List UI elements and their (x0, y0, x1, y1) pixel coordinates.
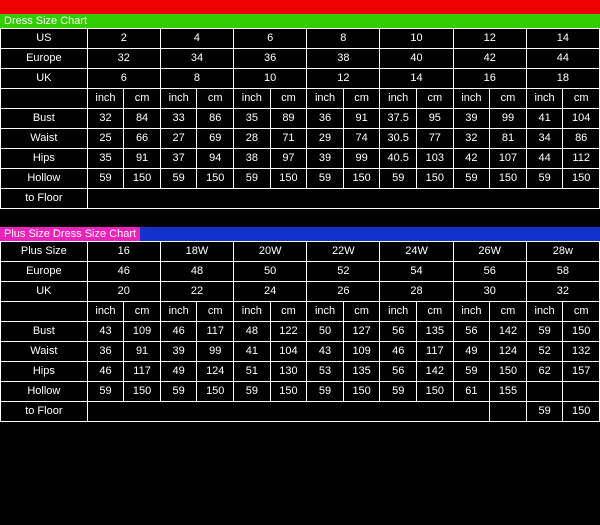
table-cell: 37.5 (380, 109, 417, 129)
table-cell: 150 (490, 362, 527, 382)
row-label-hips-plus: Hips (1, 362, 88, 382)
table-cell: 20 (87, 282, 160, 302)
table-cell: 91 (124, 149, 161, 169)
unit-cell: cm (124, 302, 161, 322)
table-cell: 10 (234, 69, 307, 89)
unit-cell: inch (526, 89, 563, 109)
row-label-europe-plus: Europe (1, 262, 88, 282)
table-cell: 27 (160, 129, 197, 149)
row-label-plus: Plus Size (1, 242, 88, 262)
table-cell: 43 (307, 342, 344, 362)
unit-cell: inch (380, 302, 417, 322)
table-cell: 53 (307, 362, 344, 382)
table-cell: 150 (343, 169, 380, 189)
table-cell: 89 (270, 109, 307, 129)
table-cell: 124 (490, 342, 527, 362)
table-cell: 124 (197, 362, 234, 382)
table-cell: 130 (270, 362, 307, 382)
table-cell: 54 (380, 262, 453, 282)
unit-cell: cm (343, 302, 380, 322)
table-cell: 59 (87, 382, 124, 402)
table-cell: 36 (87, 342, 124, 362)
table-cell: 107 (490, 149, 527, 169)
table-cell: 35 (87, 149, 124, 169)
table-cell: 50 (307, 322, 344, 342)
table-cell: 150 (343, 382, 380, 402)
unit-cell: inch (307, 302, 344, 322)
chart-gap (0, 209, 600, 227)
table-cell: 25 (87, 129, 124, 149)
table-cell: 109 (343, 342, 380, 362)
table-cell: 41 (526, 109, 563, 129)
unit-cell: cm (197, 89, 234, 109)
table-row-waist (1, 129, 600, 149)
table-cell: 97 (270, 149, 307, 169)
table-cell: 59 (380, 169, 417, 189)
table-cell: 150 (124, 169, 161, 189)
table-cell: 62 (526, 362, 563, 382)
tail-cell-inch: 59 (526, 402, 563, 422)
table-cell: 69 (197, 129, 234, 149)
unit-cell: inch (234, 302, 271, 322)
table-row-uk-plus (1, 282, 600, 302)
table-cell: 150 (563, 169, 600, 189)
table-cell: 35 (234, 109, 271, 129)
table-cell: 77 (417, 129, 454, 149)
table-cell: 46 (380, 342, 417, 362)
table-cell: 142 (490, 322, 527, 342)
table-cell: 22W (307, 242, 380, 262)
table-cell: 66 (124, 129, 161, 149)
table-cell: 150 (490, 169, 527, 189)
table-cell: 51 (234, 362, 271, 382)
row-label-uk: UK (1, 69, 88, 89)
table-cell: 50 (234, 262, 307, 282)
dress-size-chart-band (0, 14, 600, 28)
table-cell: 109 (124, 322, 161, 342)
table-cell: 14 (526, 29, 599, 49)
table-cell: 4 (160, 29, 233, 49)
row-label-waist-plus: Waist (1, 342, 88, 362)
table-cell: 56 (453, 322, 490, 342)
table-cell: 61 (453, 382, 490, 402)
table-cell: 28 (380, 282, 453, 302)
table-cell: 36 (307, 109, 344, 129)
table-cell: 37 (160, 149, 197, 169)
table-cell: 18 (526, 69, 599, 89)
table-cell: 10 (380, 29, 453, 49)
table-cell: 28w (526, 242, 599, 262)
table-cell: 56 (380, 322, 417, 342)
table-cell: 46 (160, 322, 197, 342)
table-cell: 117 (124, 362, 161, 382)
table-cell: 117 (417, 342, 454, 362)
table-cell: 99 (197, 342, 234, 362)
dress-size-chart-title: Dress Size Chart (0, 14, 91, 28)
row-label-bust: Bust (1, 109, 88, 129)
top-red-band (0, 0, 600, 14)
table-row-europe (1, 49, 600, 69)
unit-cell: inch (453, 302, 490, 322)
row-label-to-floor: to Floor (1, 189, 88, 209)
table-cell: 32 (87, 109, 124, 129)
table-row-to-floor-plus (1, 402, 600, 422)
table-cell: 8 (307, 29, 380, 49)
table-cell: 112 (563, 149, 600, 169)
table-cell: 132 (563, 342, 600, 362)
table-cell: 155 (490, 382, 527, 402)
table-cell (563, 382, 600, 402)
table-cell: 150 (270, 169, 307, 189)
unit-cell: inch (307, 89, 344, 109)
row-label-hips: Hips (1, 149, 88, 169)
unit-cell: cm (417, 89, 454, 109)
table-cell: 12 (453, 29, 526, 49)
table-cell: 150 (563, 322, 600, 342)
plus-size-chart-title: Plus Size Dress Size Chart (0, 227, 140, 241)
table-cell: 14 (380, 69, 453, 89)
row-label-bust-plus: Bust (1, 322, 88, 342)
unit-cell: cm (417, 302, 454, 322)
table-row-us (1, 29, 600, 49)
table-cell: 59 (307, 169, 344, 189)
table-cell: 33 (160, 109, 197, 129)
row-label-hollow: Hollow (1, 169, 88, 189)
row-label-uk-plus: UK (1, 282, 88, 302)
table-cell: 44 (526, 49, 599, 69)
table-cell: 49 (453, 342, 490, 362)
empty-cell (87, 402, 490, 422)
table-cell: 24W (380, 242, 453, 262)
table-cell: 74 (343, 129, 380, 149)
unit-cell: cm (270, 302, 307, 322)
table-row-units (1, 89, 600, 109)
table-cell: 29 (307, 129, 344, 149)
row-label-europe: Europe (1, 49, 88, 69)
table-cell: 59 (234, 382, 271, 402)
table-cell (526, 382, 563, 402)
tail-cell-cm: 150 (563, 402, 600, 422)
table-cell: 58 (526, 262, 599, 282)
unit-cell: cm (124, 89, 161, 109)
dress-size-chart-table (0, 28, 600, 209)
unit-cell: cm (563, 89, 600, 109)
table-cell: 59 (87, 169, 124, 189)
table-cell: 127 (343, 322, 380, 342)
table-cell: 6 (87, 69, 160, 89)
unit-cell: inch (453, 89, 490, 109)
unit-cell: cm (270, 89, 307, 109)
row-label-waist: Waist (1, 129, 88, 149)
unit-cell: inch (160, 89, 197, 109)
plus-size-chart-band (0, 227, 600, 241)
table-cell: 150 (417, 169, 454, 189)
table-cell: 59 (234, 169, 271, 189)
table-row-plus (1, 242, 600, 262)
table-cell: 32 (87, 49, 160, 69)
table-cell: 59 (160, 382, 197, 402)
table-cell: 42 (453, 149, 490, 169)
table-cell: 142 (417, 362, 454, 382)
table-cell: 150 (124, 382, 161, 402)
table-cell: 6 (234, 29, 307, 49)
table-cell: 99 (490, 109, 527, 129)
table-cell: 16 (453, 69, 526, 89)
table-cell: 26W (453, 242, 526, 262)
table-cell: 34 (160, 49, 233, 69)
table-cell: 39 (453, 109, 490, 129)
table-cell (490, 402, 527, 422)
table-row-bust (1, 109, 600, 129)
table-cell: 2 (87, 29, 160, 49)
unit-cell: cm (563, 302, 600, 322)
plus-size-chart-table (0, 241, 600, 422)
table-cell: 34 (526, 129, 563, 149)
table-cell: 42 (453, 49, 526, 69)
unit-cell: inch (160, 302, 197, 322)
table-cell: 43 (87, 322, 124, 342)
unit-cell: cm (490, 302, 527, 322)
unit-cell: cm (197, 302, 234, 322)
table-cell: 52 (526, 342, 563, 362)
table-cell: 86 (563, 129, 600, 149)
empty-cell (87, 189, 599, 209)
table-row-hollow-to-floor (1, 169, 600, 189)
table-cell: 41 (234, 342, 271, 362)
table-cell: 86 (197, 109, 234, 129)
table-row-hips-plus (1, 362, 600, 382)
table-cell: 103 (417, 149, 454, 169)
table-cell: 26 (307, 282, 380, 302)
table-row-uk (1, 69, 600, 89)
table-cell: 150 (417, 382, 454, 402)
table-cell: 46 (87, 262, 160, 282)
table-cell: 117 (197, 322, 234, 342)
unit-cell: cm (343, 89, 380, 109)
table-cell: 32 (526, 282, 599, 302)
row-label-us: US (1, 29, 88, 49)
unit-cell: inch (380, 89, 417, 109)
table-row-hollow-plus (1, 382, 600, 402)
table-cell: 36 (234, 49, 307, 69)
table-cell: 91 (343, 109, 380, 129)
table-cell: 44 (526, 149, 563, 169)
table-row-europe-plus (1, 262, 600, 282)
table-cell: 48 (160, 262, 233, 282)
table-cell: 104 (563, 109, 600, 129)
table-cell: 59 (526, 169, 563, 189)
row-label-hollow-plus: Hollow (1, 382, 88, 402)
unit-cell: inch (87, 302, 124, 322)
table-cell: 38 (234, 149, 271, 169)
table-cell: 48 (234, 322, 271, 342)
table-cell: 99 (343, 149, 380, 169)
table-cell: 30 (453, 282, 526, 302)
table-cell: 22 (160, 282, 233, 302)
table-cell: 28 (234, 129, 271, 149)
table-row-to-floor (1, 189, 600, 209)
table-cell: 8 (160, 69, 233, 89)
table-cell: 122 (270, 322, 307, 342)
table-cell: 84 (124, 109, 161, 129)
table-cell: 71 (270, 129, 307, 149)
table-cell: 56 (380, 362, 417, 382)
table-cell: 24 (234, 282, 307, 302)
unit-cell: inch (234, 89, 271, 109)
table-cell: 46 (87, 362, 124, 382)
table-cell: 59 (453, 169, 490, 189)
table-row-units-plus (1, 302, 600, 322)
table-cell: 135 (343, 362, 380, 382)
table-cell: 104 (270, 342, 307, 362)
table-cell: 39 (160, 342, 197, 362)
table-cell: 56 (453, 262, 526, 282)
table-cell: 32 (453, 129, 490, 149)
table-cell: 94 (197, 149, 234, 169)
table-cell: 49 (160, 362, 197, 382)
table-cell: 59 (380, 382, 417, 402)
table-cell: 59 (307, 382, 344, 402)
table-cell: 150 (197, 169, 234, 189)
table-cell: 59 (160, 169, 197, 189)
unit-cell: inch (87, 89, 124, 109)
table-cell: 16 (87, 242, 160, 262)
table-row-waist-plus (1, 342, 600, 362)
table-cell: 30.5 (380, 129, 417, 149)
table-cell: 40.5 (380, 149, 417, 169)
row-label-units (1, 89, 88, 109)
unit-cell: inch (526, 302, 563, 322)
table-cell: 40 (380, 49, 453, 69)
table-cell: 81 (490, 129, 527, 149)
table-row-hips (1, 149, 600, 169)
row-label-units-plus (1, 302, 88, 322)
table-row-bust-plus (1, 322, 600, 342)
table-cell: 18W (160, 242, 233, 262)
table-cell: 95 (417, 109, 454, 129)
table-cell: 59 (453, 362, 490, 382)
row-label-to-floor-plus: to Floor (1, 402, 88, 422)
table-cell: 59 (526, 322, 563, 342)
table-cell: 12 (307, 69, 380, 89)
table-cell: 157 (563, 362, 600, 382)
unit-cell: cm (490, 89, 527, 109)
table-cell: 39 (307, 149, 344, 169)
table-cell: 38 (307, 49, 380, 69)
table-cell: 91 (124, 342, 161, 362)
table-cell: 150 (270, 382, 307, 402)
table-cell: 52 (307, 262, 380, 282)
table-cell: 20W (234, 242, 307, 262)
table-cell: 150 (197, 382, 234, 402)
table-cell: 135 (417, 322, 454, 342)
